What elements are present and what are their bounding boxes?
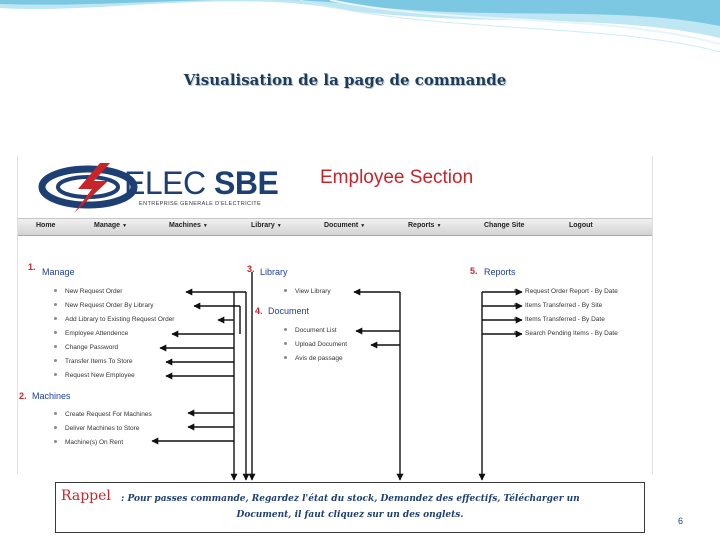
bullet-icon (284, 328, 287, 331)
nav-reports[interactable]: Reports ▼ (408, 222, 442, 229)
nav-logout[interactable]: Logout (569, 222, 593, 229)
slide-title: Visualisation de la page de commande (183, 71, 507, 89)
section-reports-title: Reports (484, 267, 516, 277)
nav-home[interactable]: Home (36, 222, 56, 229)
bullet-icon (514, 303, 517, 306)
menu-item-request-new-employee[interactable]: Request New Employee (54, 372, 135, 379)
section-machines-title: Machines (32, 391, 71, 401)
section-number-4: 4. (255, 306, 263, 316)
bullet-icon (54, 426, 57, 429)
nav-library[interactable]: Library ▼ (251, 222, 282, 229)
menu-item-view-library[interactable]: View Library (284, 288, 331, 295)
rappel-label: Rappel (61, 488, 111, 504)
section-manage-title: Manage (42, 267, 75, 277)
brand-name (124, 165, 278, 202)
rappel-note-box (55, 482, 645, 533)
menu-item-avis-de-passage[interactable]: Avis de passage (284, 355, 343, 362)
brand-subtitle: ENTREPRISE GENERALE D'ELECTRICITE (139, 201, 262, 207)
bullet-icon (54, 412, 57, 415)
bullet-icon (54, 373, 57, 376)
main-navbar (18, 218, 652, 236)
nav-change-site[interactable]: Change Site (484, 222, 525, 229)
header-wave-decoration (0, 0, 720, 70)
chevron-down-icon: ▼ (202, 223, 208, 229)
bullet-icon (54, 345, 57, 348)
page-number: 6 (678, 516, 684, 526)
section-document-title: Document (268, 306, 310, 316)
section-number-2: 2. (19, 391, 27, 401)
nav-manage[interactable]: Manage ▼ (94, 222, 128, 229)
app-screenshot (17, 156, 653, 474)
brand-sbe: SBE (213, 165, 279, 201)
nav-machines[interactable]: Machines ▼ (169, 222, 208, 229)
section-title: Employee Section (320, 167, 474, 188)
menu-item-search-pending-items[interactable]: Search Pending Items - By Date (514, 330, 618, 337)
chevron-down-icon: ▼ (122, 223, 128, 229)
bullet-icon (514, 289, 517, 292)
menu-item-new-request-order[interactable]: New Request Order (54, 288, 122, 295)
rappel-text-line-1: : Pour passes commande, Regardez l'état du stock, Demandez des effectifs, Télécharger un (121, 494, 580, 504)
bullet-icon (284, 342, 287, 345)
nav-document[interactable]: Document ▼ (324, 222, 366, 229)
menu-item-request-order-report[interactable]: Request Order Report - By Date (514, 288, 618, 295)
bullet-icon (54, 303, 57, 306)
menu-item-new-request-order-by-library[interactable]: New Request Order By Library (54, 302, 154, 309)
menu-item-items-transferred-site[interactable]: Items Transferred - By Site (514, 302, 602, 309)
chevron-down-icon: ▼ (436, 223, 442, 229)
menu-item-document-list[interactable]: Document List (284, 327, 337, 334)
bullet-icon (54, 440, 57, 443)
menu-item-items-transferred-date[interactable]: Items Transferred - By Date (514, 316, 605, 323)
bullet-icon (284, 356, 287, 359)
brand-elec: ELEC (124, 165, 206, 201)
chevron-down-icon: ▼ (360, 223, 366, 229)
bullet-icon (54, 317, 57, 320)
menu-item-transfer-items-to-store[interactable]: Transfer Items To Store (54, 358, 133, 365)
menu-item-upload-document[interactable]: Upload Document (284, 341, 347, 348)
section-number-3: 3. (247, 264, 255, 274)
bullet-icon (54, 331, 57, 334)
menu-item-add-library-existing-order[interactable]: Add Library to Existing Request Order (54, 316, 174, 323)
bullet-icon (284, 289, 287, 292)
rappel-text-line-2: Document, il faut cliquez sur un des onglets. (236, 510, 464, 520)
bullet-icon (54, 359, 57, 362)
menu-item-employee-attendence[interactable]: Employee Attendence (54, 330, 128, 337)
menu-item-create-request-machines[interactable]: Create Request For Machines (54, 411, 152, 418)
bullet-icon (514, 317, 517, 320)
section-library-title: Library (260, 267, 288, 277)
menu-item-machines-on-rent[interactable]: Machine(s) On Rent (54, 439, 123, 446)
chevron-down-icon: ▼ (276, 223, 282, 229)
menu-item-change-password[interactable]: Change Password (54, 344, 118, 351)
section-number-5: 5. (470, 266, 478, 276)
menu-item-deliver-machines[interactable]: Deliver Machines to Store (54, 425, 139, 432)
bullet-icon (514, 331, 517, 334)
bullet-icon (54, 289, 57, 292)
section-number-1: 1. (28, 262, 36, 272)
